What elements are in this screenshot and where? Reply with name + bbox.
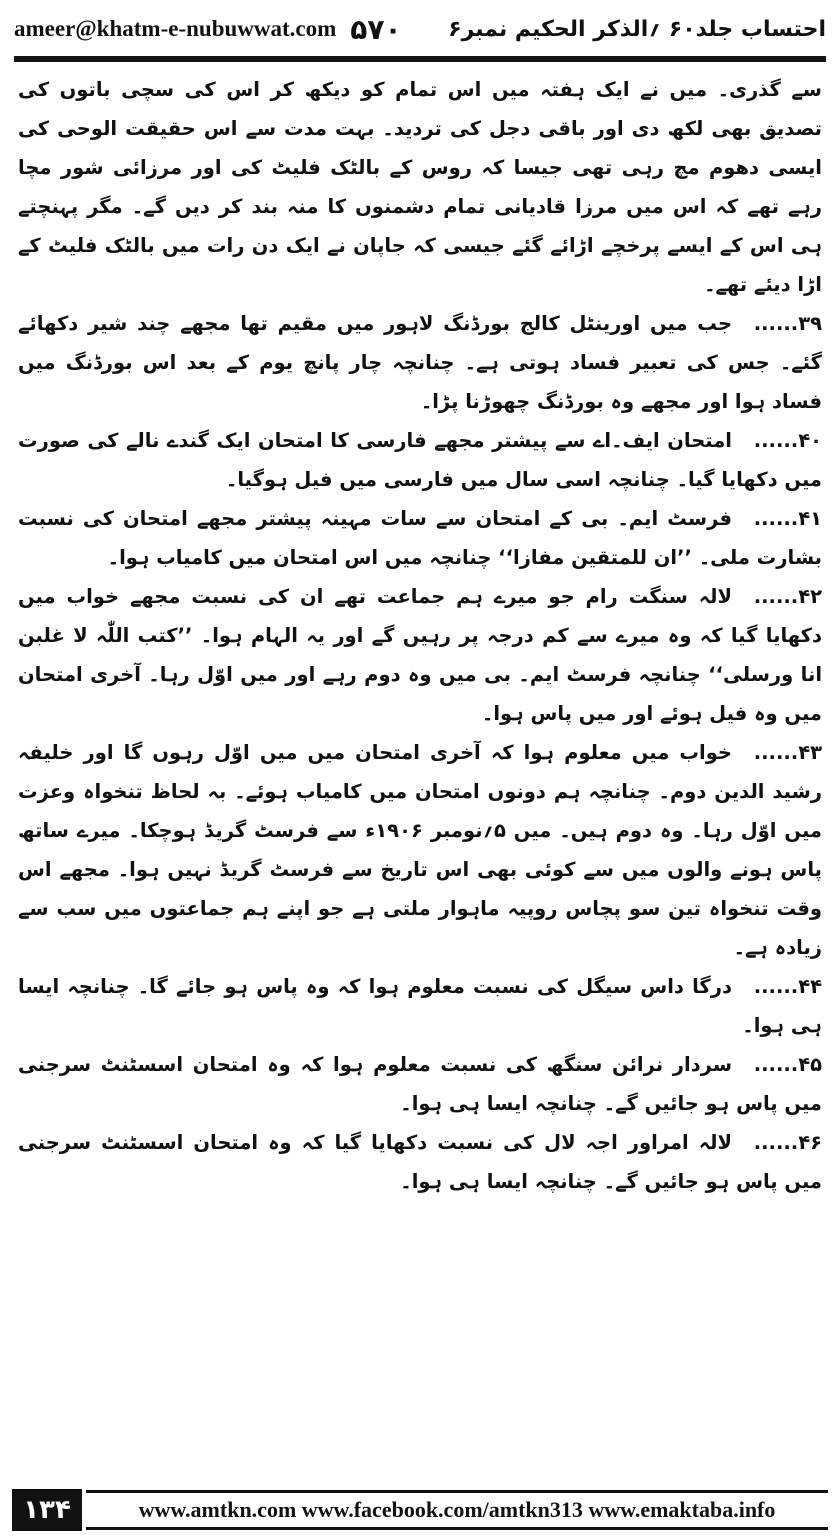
paragraph-number: ۴۳...... xyxy=(753,741,822,764)
footer-page-number: ۱۳۴ xyxy=(12,1489,82,1531)
paragraph-40 xyxy=(18,421,822,499)
header-title: احتساب جلد۶۰ ؍الذکر الحکیم نمبر۶ xyxy=(448,16,826,42)
paragraph-39 xyxy=(18,304,822,421)
document-body xyxy=(18,70,822,1450)
paragraph-44 xyxy=(18,967,822,1045)
paragraph-number: ۴۱...... xyxy=(753,507,822,530)
page-header xyxy=(14,6,826,52)
paragraph-text: امتحان ایف۔اے سے پیشتر مجھے فارسی کا امتحان ایک گندے نالے کی صورت میں دکھایا گیا۔ چنانچہ اسی سال میں فارسی میں فیل ہوگیا۔ xyxy=(18,429,822,491)
intro-paragraph: سے گذری۔ میں نے ایک ہفتہ میں اس تمام کو دیکھ کر اس کی سچی باتوں کی تصدیق بھی لکھ دی اور باقی دجل کی تردید۔ بہت مدت سے اس حقیقت الوحی کی ایسی دھوم مچ رہی تھی جیسا کہ روس کے بالٹک فلیٹ کی اور مرزائی شور مچا رہے تھے کہ اس میں مرزا قادیانی تمام دشمنوں کا منہ بند کر دیں گے۔ مگر پہنچتے ہی اس کے ایسے پرخچے اڑائے گئے جیسی کہ جاپان نے ایک دن رات میں بالٹک فلیٹ کے اڑا دیئے تھے۔ xyxy=(18,78,822,296)
header-left xyxy=(14,13,402,46)
paragraph-42 xyxy=(18,577,822,733)
paragraph-text: درگا داس سیگل کی نسبت معلوم ہوا کہ وہ پاس ہو جائے گا۔ چنانچہ ایسا ہی ہوا۔ xyxy=(18,975,822,1037)
header-page-number: ۵۷۰ xyxy=(350,12,402,46)
paragraph-text: لالہ سنگت رام جو میرے ہم جماعت تھے ان کی نسبت مجھے خواب میں دکھایا گیا کہ وہ میرے سے کم درجہ پر رہیں گے اور یہ الہام ہوا۔ ’’کتب اللّٰہ لا غلبن انا ورسلی‘‘ چنانچہ فرسٹ ایم۔ بی میں وہ دوم رہے اور میں اوّل رہا۔ آخری امتحان میں وہ فیل ہوئے اور میں پاس ہوا۔ xyxy=(18,585,822,725)
paragraph-text: لالہ امراور اجہ لال کی نسبت دکھایا گیا کہ وہ امتحان اسسٹنٹ سرجنی میں پاس ہو جائیں گے۔ چنانچہ ایسا ہی ہوا۔ xyxy=(18,1131,822,1193)
paragraph-number: ۴۵...... xyxy=(753,1053,822,1076)
paragraph-45 xyxy=(18,1045,822,1123)
paragraph-43 xyxy=(18,733,822,967)
paragraph-text: سردار نرائن سنگھ کی نسبت معلوم ہوا کہ وہ امتحان اسسٹنٹ سرجنی میں پاس ہو جائیں گے۔ چنانچہ ایسا ہی ہوا۔ xyxy=(18,1053,822,1115)
paragraph-number: ۴۰...... xyxy=(753,429,822,452)
page-footer xyxy=(12,1488,828,1532)
paragraph-number: ۳۹...... xyxy=(753,312,822,335)
footer-urls[interactable]: www.amtkn.com www.facebook.com/amtkn313 www.emaktaba.info xyxy=(138,1497,776,1522)
paragraph-number: ۴۴...... xyxy=(753,975,822,998)
header-rule xyxy=(14,56,826,62)
paragraph-number: ۴۶...... xyxy=(753,1131,822,1154)
header-email[interactable]: ameer@khatm-e-nubuwwat.com xyxy=(14,16,337,41)
paragraph-46 xyxy=(18,1123,822,1201)
paragraph-number: ۴۲...... xyxy=(753,585,822,608)
paragraph-41 xyxy=(18,499,822,577)
paragraph-text: خواب میں معلوم ہوا کہ آخری امتحان میں میں اوّل رہوں گا اور خلیفہ رشید الدین دوم۔ چنانچہ ہم دونوں امتحان میں کامیاب ہوئے۔ بہ لحاظ تنخواہ وعزت میں اوّل رہا۔ وہ دوم ہیں۔ میں ۵؍نومبر ۱۹۰۶ء سے فرسٹ گریڈ ہوچکا۔ میرے ساتھ پاس ہونے والوں میں سے کوئی بھی اس تاریخ سے فرسٹ گریڈ نہیں ہوا۔ مجھے اس وقت تنخواہ تین سو پچاس روپیہ ماہوار ملتی ہے جو اپنے ہم جماعتوں میں سب سے زیادہ ہے۔ xyxy=(18,741,822,959)
paragraph-text: جب میں اورینٹل کالج بورڈنگ لاہور میں مقیم تھا مجھے چند شیر دکھائے گئے۔ جس کی تعبیر فساد ہوتی ہے۔ چنانچہ چار پانچ یوم کے بعد اس بورڈنگ میں فساد ہوا اور مجھے وہ بورڈنگ چھوڑنا پڑا۔ xyxy=(18,312,822,413)
paragraph-text: فرسٹ ایم۔ بی کے امتحان سے سات مہینہ پیشتر مجھے امتحان کی نسبت بشارت ملی۔ ’’ان للمتقین مفازا‘‘ چنانچہ میں اس امتحان میں کامیاب ہوا۔ xyxy=(18,507,822,569)
footer-url-bar xyxy=(86,1490,828,1530)
